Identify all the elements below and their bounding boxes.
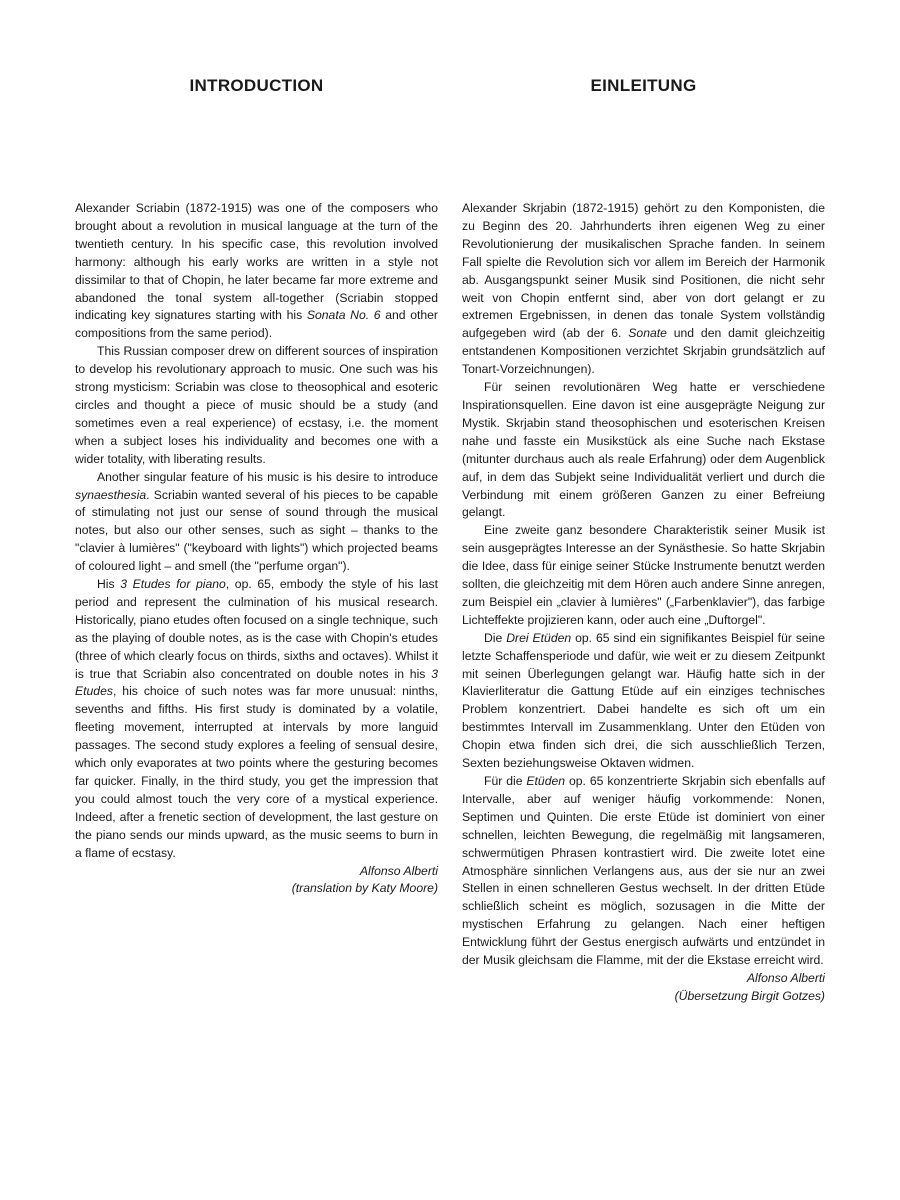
english-paragraph-3: Another singular feature of his music is his desire to introduce synaesthesia. Scriabin wanted several of his pieces to be capable of stimulating not just our sense of sound through the musical notes, but also our other senses, such as sight – thanks to the "clavier à lumières" ("keyboard with lights") which projected beams of coloured light – and smell (the "perfume organ"). [75,469,438,574]
german-paragraph-5: Für die Etüden op. 65 konzentrierte Skrjabin sich ebenfalls auf Intervalle, aber auf weniger häufig vorkommende: Nonen, Septimen und Quinten. Die erste Etüde ist dominiert von einer schnellen, leichten Bewegung, die regelmäßig mit langsameren, schwermütigen Phrasen kontrastiert wird. Die zweite lotet eine Atmosphäre sinnlichen Verlangens aus, aus der sie nur an zwei Stellen in einen schnelleren Gestus wechselt. In der dritten Etüde schließlich scheint es möglich, sozusagen in die Mitte der mystischen Erfahrung zu gelangen. Nach einer heftigen Entwicklung führt der Gestus energisch aufwärts und entzündet in der Musik gleichsam die Flamme, mit der die Ekstase erreicht wird. [462,774,825,968]
english-translation-credit: (translation by Katy Moore) [291,881,438,896]
german-paragraph-2: Für seinen revolutionären Weg hatte er verschiedene Inspirationsquellen. Eine davon ist eine ausgeprägte Neigung zur Mystik. Skrjabin stand theosophischen und esoterischen Kreisen nahe und fasste ein Musikstück als eine Suche nach Ekstase (mitunter durchaus auch als reale Erfahrung) oder dem Augenblick auf, in dem das Subjekt seine Individualität verliert und durch die Verbindung mit einem größeren Ganzen zu einer Befreiung gelangt. [462,380,825,520]
english-author: Alfonso Alberti [359,863,438,878]
german-translation-credit: (Übersetzung Birgit Gotzes) [674,988,825,1003]
german-body [462,200,825,1006]
english-heading: INTRODUCTION [189,76,324,95]
german-heading: EINLEITUNG [590,76,697,95]
german-author: Alfonso Alberti [746,970,825,985]
english-body [75,200,438,898]
german-paragraph-3: Eine zweite ganz besondere Charakteristik seiner Musik ist sein ausgeprägtes Interesse an der Synästhesie. So hatte Skrjabin die Idee, dass für einige seiner Stücke Instrumente benutzt werden sollten, die gleichzeitig mit dem Hören auch andere Sinne anregen, zum Beispiel ein „clavier à lumières" („Farbenklavier"), das farbige Lichteffekte projizieren kann, oder auch eine „Duftorgel". [462,523,825,627]
german-paragraph-1: Alexander Skrjabin (1872-1915) gehört zu den Komponisten, die zu Beginn des 20. Jahrhunderts ihren eigenen Weg zu einer Revolutionierung der musikalischen Sprache fanden. In seinem Fall spielte die Revolution sich vor allem im Bereich der Harmonik ab. Ausgangspunkt seiner Musik sind Positionen, die nicht sehr weit von Chopin entfernt sind, aber von dort gelangt er zu extremen Ergebnissen, in denen das tonale System vollständig aufgegeben wird (ab der 6. Sonate und den damit gleichzeitig entstandenen Kompositionen verzichtet Skrjabin grundsätzlich auf Tonart-Vorzeichnungen). [462,201,826,377]
english-paragraph-2: This Russian composer drew on different sources of inspiration to develop his revolutionary approach to music. One such was his strong mysticism: Scriabin was close to theosophical and esoteric circles and thought a piece of music should be a study (and sometimes even a real experience) of ecstasy, i.e. the moment when a subject loses his individuality and becomes one with a wider totality, with liberating results. [75,344,438,466]
german-paragraph-4: Die Drei Etüden op. 65 sind ein signifikantes Beispiel für seine letzte Schaffensperiode und dafür, wie weit er zu diesem Zeitpunkt mit seinen Überlegungen gelangt war. Häufig hatte sich in der Klavierliteratur die Gattung Etüde auf ein einziges technisches Problem konzentriert. Dabei handelte es sich oft um ein bestimmtes Intervall im Zusammenklang. Unter den Etüden von Chopin etwa finden sich drei, die sich ausschließlich Terzen, Sexten beziehungsweise Oktaven widmen. [462,630,825,771]
english-paragraph-1: Alexander Scriabin (1872-1915) was one of the composers who brought about a revolution in musical language at the turn of the twentieth century. In his specific case, this revolution involved harmony: although his early works are written in a style not dissimilar to that of Chopin, he later became far more extreme and abandoned the tonal system all-together (Scriabin stopped indicating key signatures starting with his Sonata No. 6 and other compositions from the same period). [75,201,438,341]
english-paragraph-4: His 3 Etudes for piano, op. 65, embody the style of his last period and represent the culmination of his musical research. Historically, piano etudes often focused on a single technique, such as the playing of double notes, as is the case with Chopin's etudes (three of which clearly focus on thirds, sixths and octaves). Whilst it is true that Scriabin also concentrated on double notes in his 3 Etudes, his choice of such notes was far more unusual: ninths, sevenths and fifths. His first study is dominated by a volatile, fleeting movement, interrupted at intervals by more languid passages. The second study explores a feeling of sensual desire, which only evaporates at two points where the gesturing becomes far quicker. Finally, in the third study, you get the impression that you could almost touch the very core of a mystical experience. Indeed, after a frenetic section of development, the last gesture on the piano sends our minds upward, as the music seems to burn in a flame of ecstasy. [75,577,438,860]
